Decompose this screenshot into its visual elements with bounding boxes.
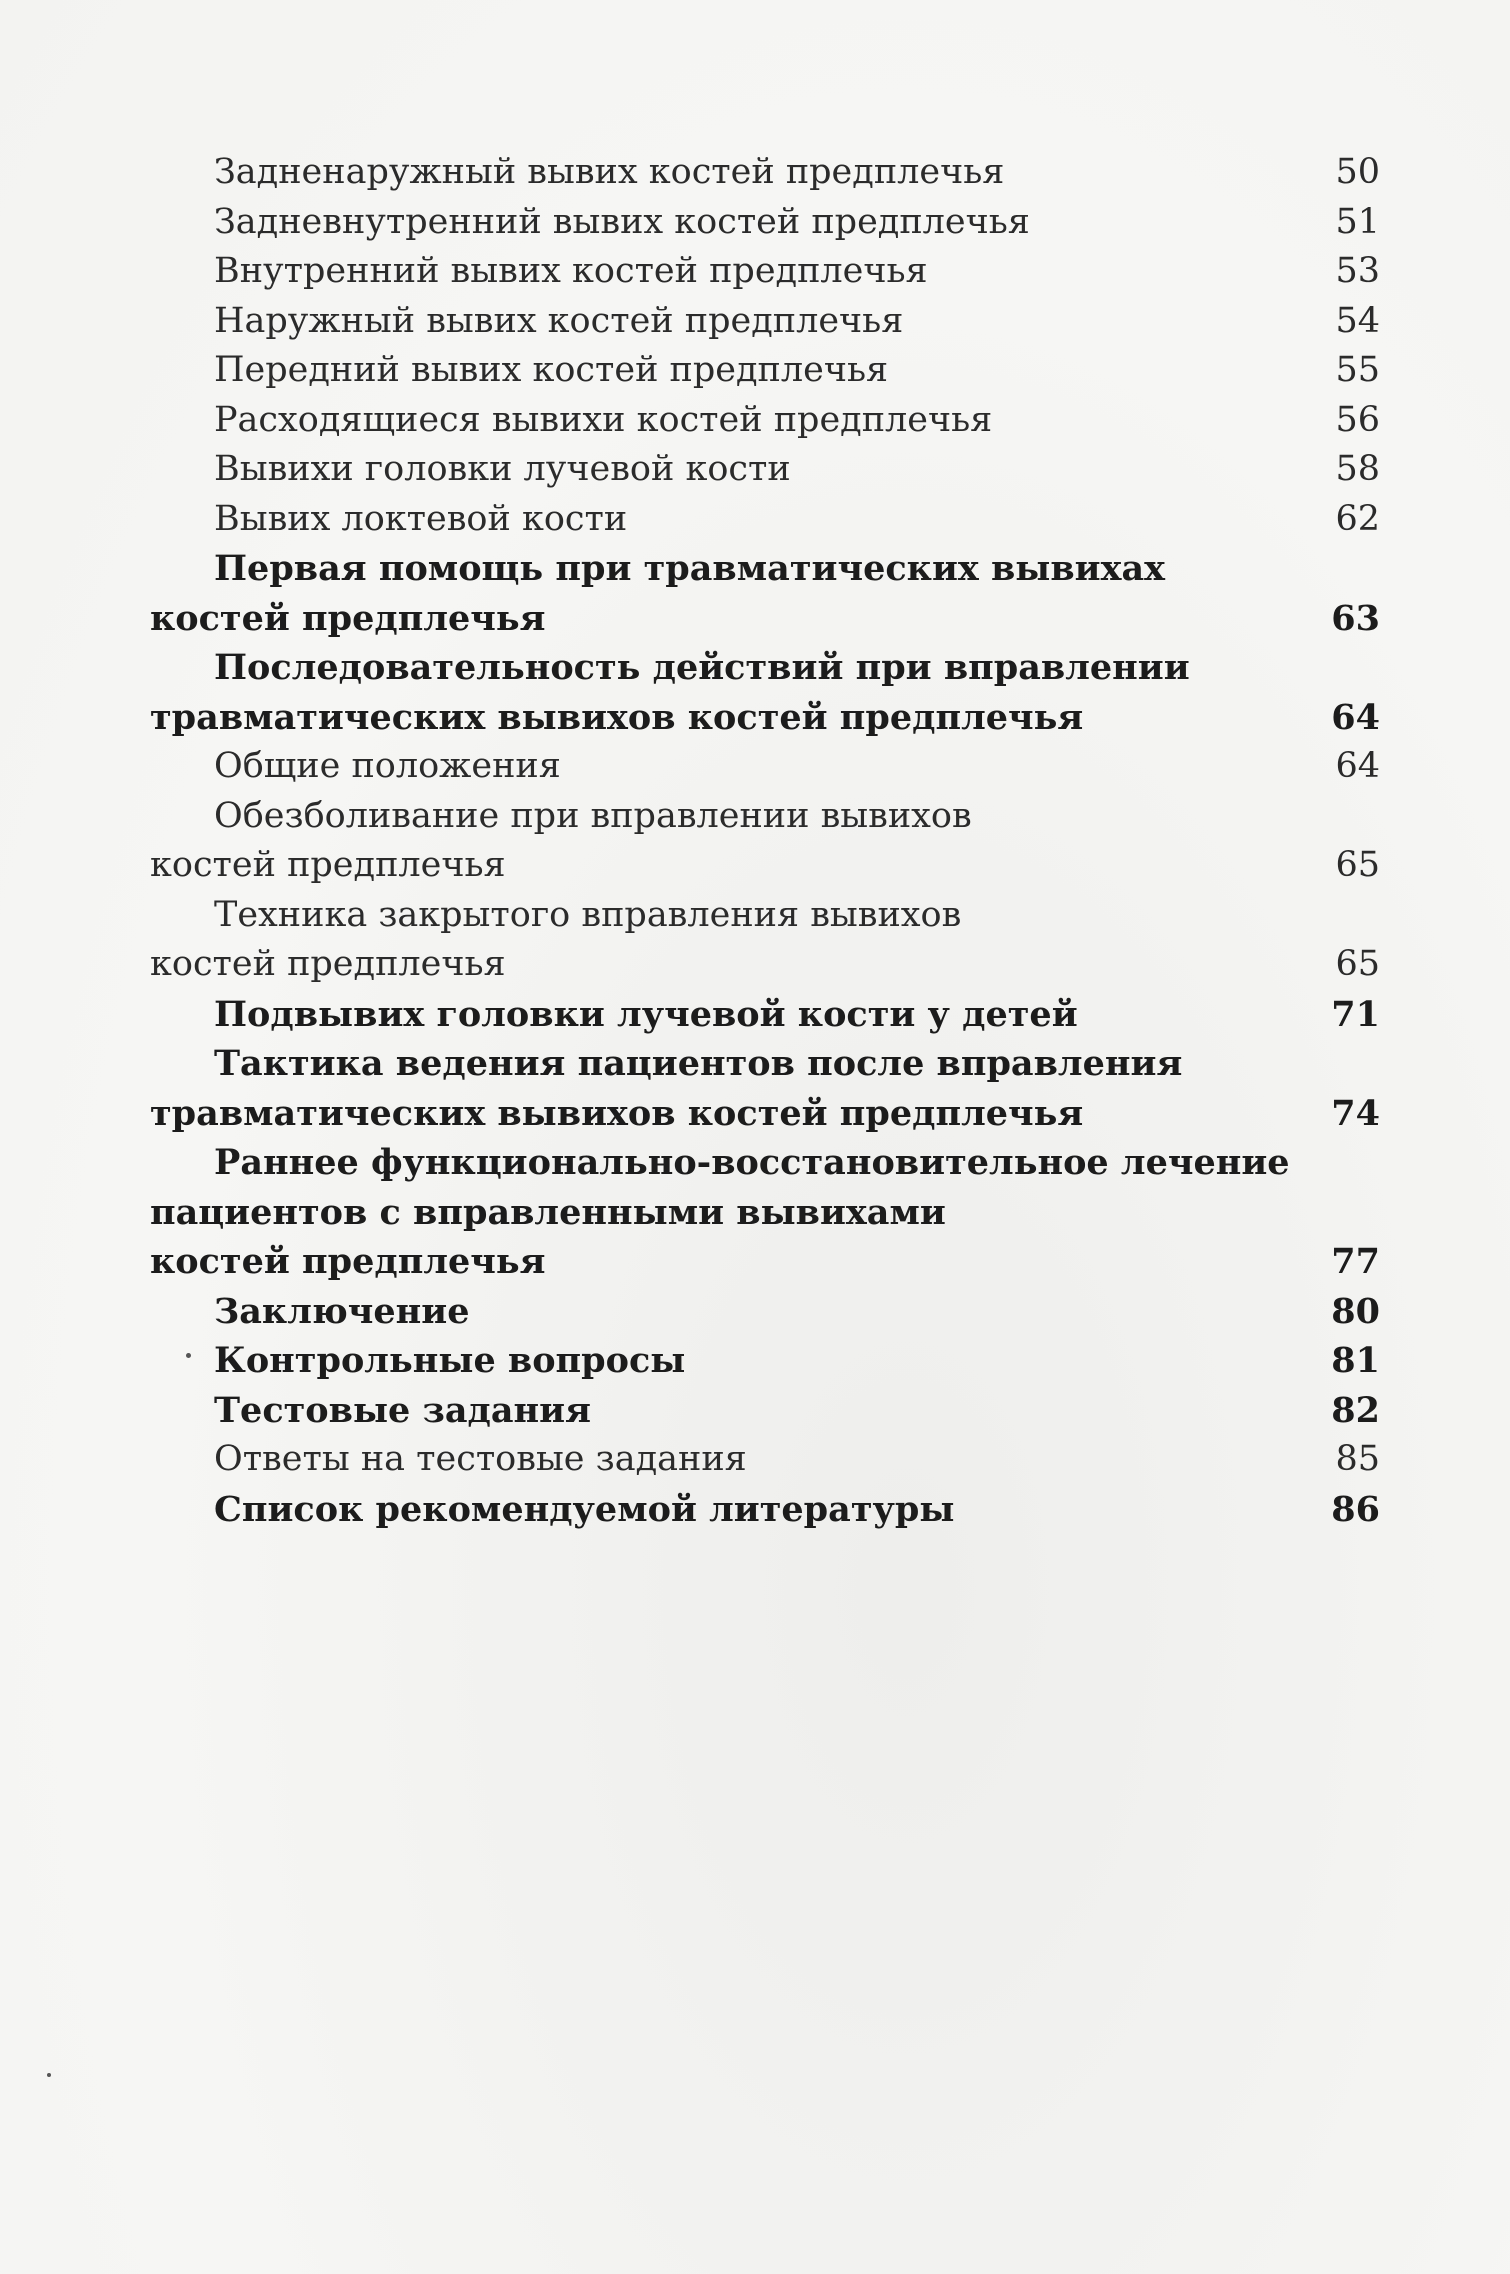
toc-entry-title: Расходящиеся вывихи костей предплечья <box>214 399 993 440</box>
toc-entry-line <box>150 544 1380 594</box>
toc-entry-line <box>150 346 1380 396</box>
toc-entry-title: Передний вывих костей предплечья <box>214 350 889 390</box>
toc-entry-title: Заключение <box>214 1290 470 1332</box>
dot-leader <box>565 767 1332 777</box>
toc-entry-title: Последовательность действий при вправлении <box>214 647 1190 688</box>
dot-leader <box>510 965 1332 975</box>
dot-leader <box>510 866 1332 876</box>
toc-entry-title: Общие положения <box>214 746 561 786</box>
toc-entry-title: Раннее функционально-восстановительное лечение <box>214 1142 1290 1183</box>
dot-leader <box>474 1313 1328 1323</box>
toc-entry-line <box>150 1188 1380 1238</box>
dot-leader <box>892 371 1331 381</box>
dot-leader <box>1087 1115 1327 1125</box>
dot-leader <box>996 421 1331 431</box>
toc-entry-title: Первая помощь при травматических вывихах <box>214 548 1166 589</box>
toc-page-number: 64 <box>1335 746 1380 786</box>
toc-entry-title: Задневнутренний вывих костей предплечья <box>214 201 1030 242</box>
dot-leader <box>959 1511 1328 1521</box>
toc-entry-line <box>150 891 1380 941</box>
toc-page-number: 74 <box>1331 1092 1380 1134</box>
toc-entry-line <box>150 1237 1380 1287</box>
toc-page-number: 64 <box>1331 696 1380 738</box>
toc-page-number: 54 <box>1335 300 1380 341</box>
toc-entry-line <box>150 742 1380 792</box>
ink-speck <box>186 1353 191 1358</box>
toc-entry-title: костей предплечья <box>150 845 506 885</box>
toc-entry-title: Тактика ведения пациентов после вправления <box>214 1043 1183 1084</box>
toc-page-number: 86 <box>1331 1488 1380 1530</box>
toc-entry-title: Список рекомендуемой литературы <box>214 1488 955 1530</box>
dot-leader <box>1008 173 1331 183</box>
toc-page-number: 53 <box>1335 251 1380 291</box>
toc-entry-title: костей предплечья <box>150 944 506 984</box>
toc-entry-line <box>150 148 1380 198</box>
toc-entry-line <box>150 990 1380 1040</box>
toc-entry-line <box>150 1039 1380 1089</box>
toc-entry-line <box>150 1386 1380 1436</box>
toc-page-number: 80 <box>1331 1290 1380 1332</box>
toc-page-number: 65 <box>1335 944 1380 984</box>
toc-entry-title: Ответы на тестовые задания <box>214 1439 747 1479</box>
toc-entry-line <box>150 1336 1380 1386</box>
toc-entry-line <box>150 247 1380 297</box>
toc-entry-line <box>150 940 1380 990</box>
toc-entry-line <box>150 841 1380 891</box>
toc-entry-line <box>150 1287 1380 1337</box>
toc-entry-title: Внутренний вывих костей предплечья <box>214 251 928 291</box>
toc-entry-title: Тестовые задания <box>214 1389 591 1431</box>
toc-entry-line <box>150 1089 1380 1139</box>
toc-page-number: 82 <box>1331 1389 1380 1431</box>
toc-entry-line <box>150 594 1380 644</box>
toc-entry-title: Задненаружный вывих костей предплечья <box>214 152 1005 192</box>
toc-entry-title: Подвывих головки лучевой кости у детей <box>214 993 1078 1035</box>
toc-entry-title: Наружный вывих костей предплечья <box>214 300 904 341</box>
toc-page-number: 56 <box>1335 399 1380 440</box>
toc-entry-title: Обезболивание при вправлении вывихов <box>214 795 972 836</box>
toc-entry-title: Техника закрытого вправления вывихов <box>214 894 962 935</box>
toc-entry-title: костей предплечья <box>150 597 546 639</box>
toc-page-number: 62 <box>1335 498 1380 539</box>
toc-entry-line <box>150 297 1380 347</box>
toc-entry-line <box>150 495 1380 545</box>
toc-page-number: 81 <box>1331 1340 1380 1381</box>
dot-leader <box>907 322 1331 332</box>
toc-entry-line <box>150 396 1380 446</box>
toc-page-number: 71 <box>1331 993 1380 1035</box>
dot-leader <box>1034 223 1332 233</box>
toc-entry-line <box>150 198 1380 248</box>
toc-entry-line <box>150 792 1380 842</box>
dot-leader <box>550 620 1328 630</box>
toc-entry-title: костей предплечья <box>150 1241 546 1282</box>
toc-entry-title: травматических вывихов костей предплечья <box>150 696 1084 738</box>
dot-leader <box>595 1412 1327 1422</box>
toc-page-number: 77 <box>1331 1241 1380 1282</box>
toc-entry-line <box>150 693 1380 743</box>
toc-entry-line <box>150 1435 1380 1485</box>
toc-page-number: 55 <box>1335 350 1380 390</box>
dot-leader <box>631 520 1331 530</box>
toc-entry-line <box>150 445 1380 495</box>
dot-leader <box>689 1362 1327 1372</box>
dot-leader <box>795 470 1332 480</box>
toc-page-number: 58 <box>1335 449 1380 489</box>
toc-entry-title: пациентов с вправленными вывихами <box>150 1191 946 1233</box>
toc-entry-line <box>150 643 1380 693</box>
toc-entry-line <box>150 1485 1380 1535</box>
ink-speck <box>47 2073 51 2077</box>
toc-page-number: 85 <box>1335 1439 1380 1479</box>
toc-entry-title: Вывихи головки лучевой кости <box>214 449 791 489</box>
toc-page-number: 50 <box>1335 152 1380 192</box>
toc-entry-title: Контрольные вопросы <box>214 1340 686 1381</box>
dot-leader <box>932 272 1332 282</box>
dot-leader <box>550 1263 1328 1273</box>
toc-entry-title: Вывих локтевой кости <box>214 498 628 539</box>
toc-page-number: 63 <box>1331 597 1380 639</box>
toc-entry-title: травматических вывихов костей предплечья <box>150 1092 1084 1134</box>
table-of-contents <box>150 148 1380 1534</box>
dot-leader <box>1087 719 1327 729</box>
dot-leader <box>1082 1016 1328 1026</box>
toc-page-number: 65 <box>1335 845 1380 885</box>
toc-entry-line <box>150 1138 1380 1188</box>
dot-leader <box>751 1460 1332 1470</box>
toc-page-number: 51 <box>1335 201 1380 242</box>
